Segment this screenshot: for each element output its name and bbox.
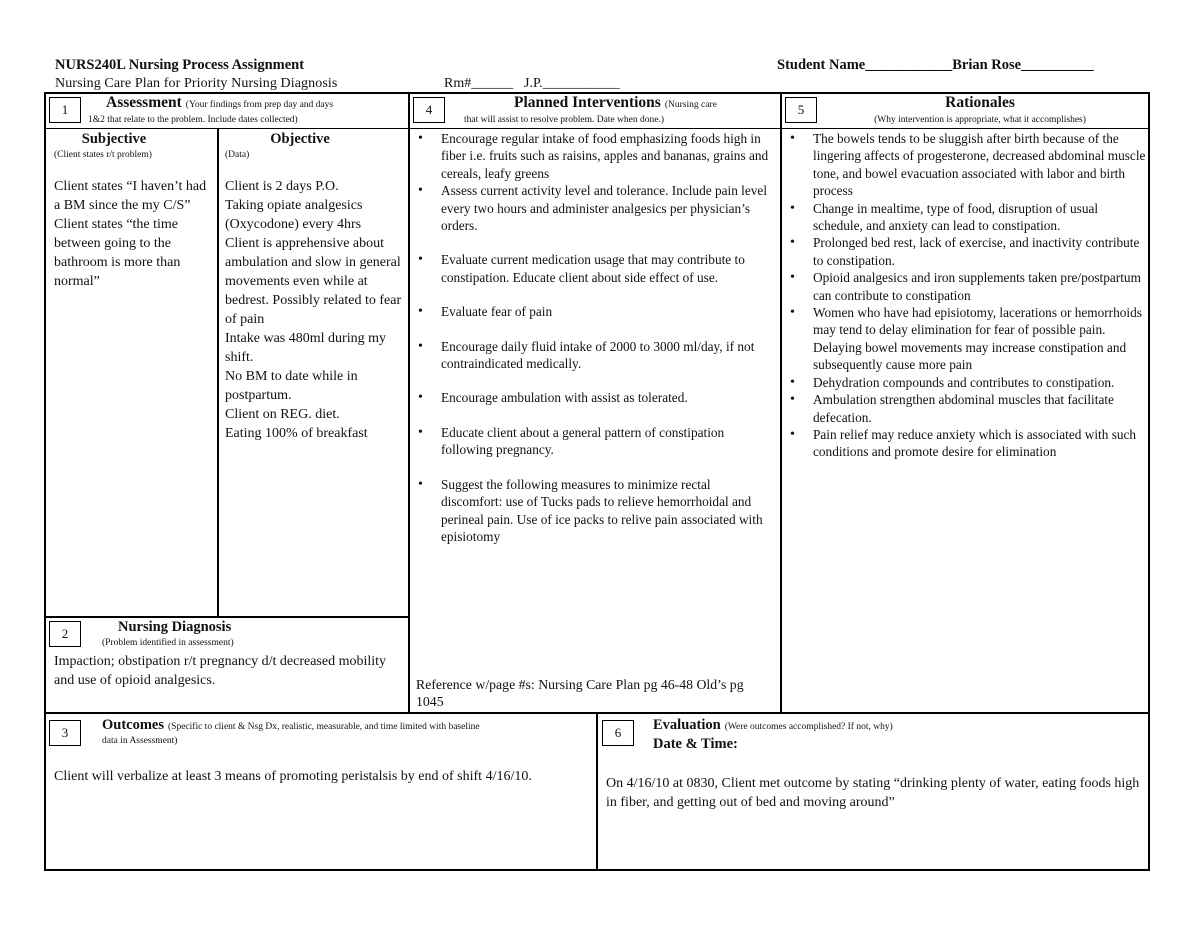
evaluation-header [653, 716, 1143, 734]
objective-note: (Data) [225, 150, 250, 160]
room-number-blank: ______ [471, 76, 514, 91]
rationale-item: • The bowels tends to be sluggish after birth because of the lingering affects of progesterone, decreased abdominal muscle tone, and bowel evacuation associated with labor and birth process [786, 130, 1146, 200]
interventions-list [414, 130, 772, 545]
rationale-item: • Prolonged bed rest, lack of exercise, and inactivity contribute to constipation. [786, 234, 1146, 269]
outcomes-number-box: 3 [49, 720, 81, 746]
interventions-title: Planned Interventions [514, 94, 661, 111]
student-name-blank-before: ____________ [865, 57, 953, 73]
initials-value: J.P. [524, 76, 543, 91]
initials-field [524, 76, 620, 92]
divider-col-3 [780, 92, 782, 713]
room-number-label: Rm# [444, 76, 472, 91]
evaluation-number-box: 6 [602, 720, 634, 746]
intervention-item: • Suggest the following measures to minimize rectal discomfort: use of Tucks pads to relieve hemorrhoidal and perineal pain. Use of ice packs to relive pain associated with episiotomy [414, 476, 772, 546]
room-number-field [444, 76, 513, 92]
rationale-item: • Pain relief may reduce anxiety which is associated with such conditions and promote desire for elimination [786, 426, 1146, 461]
intervention-item: • Evaluate fear of pain [414, 303, 772, 320]
rationales-list [786, 130, 1146, 461]
rationales-title: Rationales [945, 94, 1015, 111]
intervention-item: • Encourage ambulation with assist as tolerated. [414, 389, 772, 406]
outcomes-text: Client will verbalize at least 3 means of promoting peristalsis by end of shift 4/16/10. [54, 769, 532, 784]
divider-col-2 [408, 92, 410, 713]
interventions-header [514, 94, 776, 112]
interventions-reference: Reference w/page #s: Nursing Care Plan pg 46-48 Old’s pg 1045 [416, 677, 744, 710]
divider-outcome-evaluation [596, 712, 598, 870]
rationales-note: (Why intervention is appropriate, what it accomplishes) [874, 115, 1086, 125]
rationale-item: • Change in mealtime, type of food, disruption of usual schedule, and anxiety can lead to constipation. [786, 200, 1146, 235]
intervention-item: • Encourage daily fluid intake of 2000 to 3000 ml/day, if not contraindicated medically. [414, 338, 772, 373]
outcomes-note-inline: (Specific to client & Nsg Dx, realistic, measurable, and time limited with baseline [168, 722, 480, 732]
diagnosis-note: (Problem identified in assessment) [102, 638, 234, 648]
divider-diagnosis-top [44, 616, 410, 618]
interventions-note-inline: (Nursing care [664, 100, 717, 110]
student-name-blank-after: __________ [1021, 57, 1094, 73]
assessment-number-box: 1 [49, 97, 81, 123]
care-plan-subtitle: Nursing Care Plan for Priority Nursing Diagnosis [55, 76, 338, 91]
assessment-note-line1: (Your findings from prep day and days [185, 100, 334, 110]
rationale-item: • Dehydration compounds and contributes to constipation. [786, 374, 1146, 391]
diagnosis-number-box: 2 [49, 621, 81, 647]
evaluation-date-label: Date & Time: [653, 736, 738, 752]
table-border-right [1148, 92, 1150, 871]
intervention-item: • Encourage regular intake of food emphasizing foods high in fiber i.e. fruits such as raisins, apples and bananas, grains and cereals, leafy greens [414, 130, 772, 182]
objective-title: Objective [270, 131, 330, 147]
rationale-item: • Women who have had episiotomy, lacerations or hemorrhoids may tend to delay elimination for fear of possible pain. Delaying bowel movements may increase constipation and subsequently cause more pain [786, 304, 1146, 374]
intervention-item: • Educate client about a general pattern of constipation following pregnancy. [414, 424, 772, 459]
student-name-label: Student Name [777, 57, 866, 73]
rationales-number-box: 5 [785, 97, 817, 123]
outcomes-title: Outcomes [102, 717, 165, 733]
outcomes-header [102, 716, 592, 734]
diagnosis-text: Impaction; obstipation r/t pregnancy d/t decreased mobility and use of opioid analgesics. [54, 654, 387, 688]
objective-column [225, 131, 405, 443]
objective-text: Client is 2 days P.O. Taking opiate analgesics (Oxycodone) every 4hrs Client is apprehensive about ambulation and slow in general movements even while at bedrest. Possibly related to fear of pain Intake was 480ml during my shift. No BM to date while in postpartum. Client on REG. diet. Eating 100% of breakfast [225, 179, 402, 441]
interventions-number-box: 4 [413, 97, 445, 123]
rationale-item: • Opioid analgesics and iron supplements taken pre/postpartum can contribute to constipation [786, 269, 1146, 304]
student-name-field [777, 57, 1094, 74]
initials-blank: ___________ [542, 76, 620, 91]
outcomes-note-line2: data in Assessment) [102, 736, 178, 746]
evaluation-text: On 4/16/10 at 0830, Client met outcome by stating “drinking plenty of water, eating foods high in fiber, and getting out of bed and moving around” [606, 776, 1140, 810]
intervention-item: • Evaluate current medication usage that may contribute to constipation. Educate client about side effect of use. [414, 251, 772, 286]
interventions-note-line2: that will assist to resolve problem. Date when done.) [464, 115, 664, 125]
student-name-value: Brian Rose [952, 57, 1022, 73]
evaluation-note-inline: (Were outcomes accomplished? If not, why) [724, 722, 893, 732]
evaluation-title: Evaluation [653, 717, 721, 733]
subjective-note: (Client states r/t problem) [54, 150, 152, 160]
divider-subjective-objective [217, 128, 219, 616]
assessment-title: Assessment [106, 94, 182, 111]
assessment-header [106, 94, 406, 112]
course-title: NURS240L Nursing Process Assignment [55, 57, 305, 73]
divider-header-row [44, 128, 1150, 129]
assessment-note-line2: 1&2 that relate to the problem. Include dates collected) [88, 115, 298, 125]
intervention-item: • Assess current activity level and tolerance. Include pain level every two hours and administer analgesics per physician’s orders. [414, 182, 772, 234]
table-border-left [44, 92, 46, 871]
subjective-column [54, 131, 214, 291]
subjective-text: Client states “I haven’t had a BM since the my C/S” Client states “the time between going to the bathroom is more than normal” [54, 179, 207, 289]
diagnosis-title: Nursing Diagnosis [118, 619, 232, 635]
rationale-item: • Ambulation strengthen abdominal muscles that facilitate defecation. [786, 391, 1146, 426]
subjective-title: Subjective [81, 131, 147, 147]
